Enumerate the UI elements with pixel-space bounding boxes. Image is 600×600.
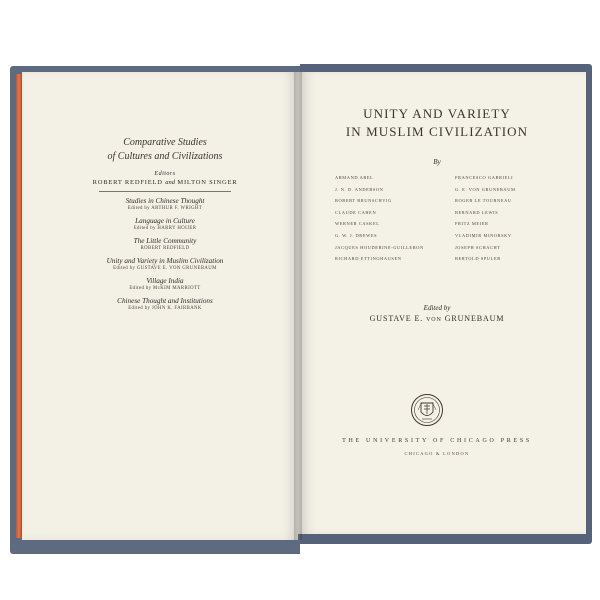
contributor-name: FRANCESCO GABRIELI xyxy=(455,175,514,180)
series-list xyxy=(60,136,270,312)
edited-by-label: Edited by xyxy=(423,304,451,312)
list-item: Language in Culture Edited by HARRY HOIJER xyxy=(133,217,197,231)
contributor-name: ARMAND ABEL xyxy=(335,175,374,180)
publisher-place: CHICAGO & LONDON xyxy=(404,451,470,456)
book-title: UNITY AND VARIETY IN MUSLIM CIVILIZATION xyxy=(345,106,529,139)
divider-rule xyxy=(99,191,231,192)
volume-editor: GUSTAVE E. VON GRUNEBAUM xyxy=(369,314,505,323)
publisher-name: THE UNIVERSITY OF CHICAGO PRESS xyxy=(342,438,532,444)
series-editors: ROBERT REDFIELD and MILTON SINGER xyxy=(92,179,238,186)
by-label: By xyxy=(433,158,441,166)
contributor-name: G. E. VON GRUNEBAUM xyxy=(455,186,516,192)
list-item: Unity and Variety in Muslim Civilization Edited by GUSTAVE E. VON GRUNEBAUM xyxy=(106,257,224,271)
list-item: Village India Edited by McKIM MARRIOTT xyxy=(129,277,201,291)
contributor-name: JACQUES HOUDEBINE-GUILLERON xyxy=(335,244,424,250)
right-page xyxy=(298,72,586,534)
contributor-name: BERNARD LEWIS xyxy=(455,209,499,215)
contributors-column-right xyxy=(455,172,563,265)
list-item: Chinese Thought and Institutions Edited by JOHN K. FAIRBANK xyxy=(117,297,213,311)
contributor-name: BERTOLD SPULER xyxy=(455,256,501,262)
contributor-name: G. W. J. DREWES xyxy=(335,232,378,238)
contributor-name: ROGER LE TOURNEAU xyxy=(455,198,512,204)
contributor-name: JOSEPH SCHACHT xyxy=(455,244,501,250)
series-title: Comparative Studies of Cultures and Civilizations xyxy=(107,137,223,162)
contributor-name: ROBERT BRUNSCHVIG xyxy=(335,198,392,204)
contributor-name: WERNER CASKEL xyxy=(335,221,380,227)
list-item: Studies in Chinese Thought Edited by ARTHUR F. WRIGHT xyxy=(125,197,205,211)
contributor-name: CLAUDE CAHEN xyxy=(335,209,377,215)
contributor-name: J. N. D. ANDERSON xyxy=(335,186,384,192)
press-seal-icon xyxy=(410,393,444,427)
contributor-name: VLADIMIR MINORSKY xyxy=(455,232,512,238)
contributors-column-left xyxy=(335,172,443,265)
contributor-name: RICHARD ETTINGHAUSEN xyxy=(335,256,402,262)
contributor-name: FRITZ MEIER xyxy=(455,221,489,227)
book-gutter xyxy=(294,72,302,540)
list-item: The Little Community ROBERT REDFIELD xyxy=(133,237,197,251)
editors-label: Editors xyxy=(154,171,176,177)
